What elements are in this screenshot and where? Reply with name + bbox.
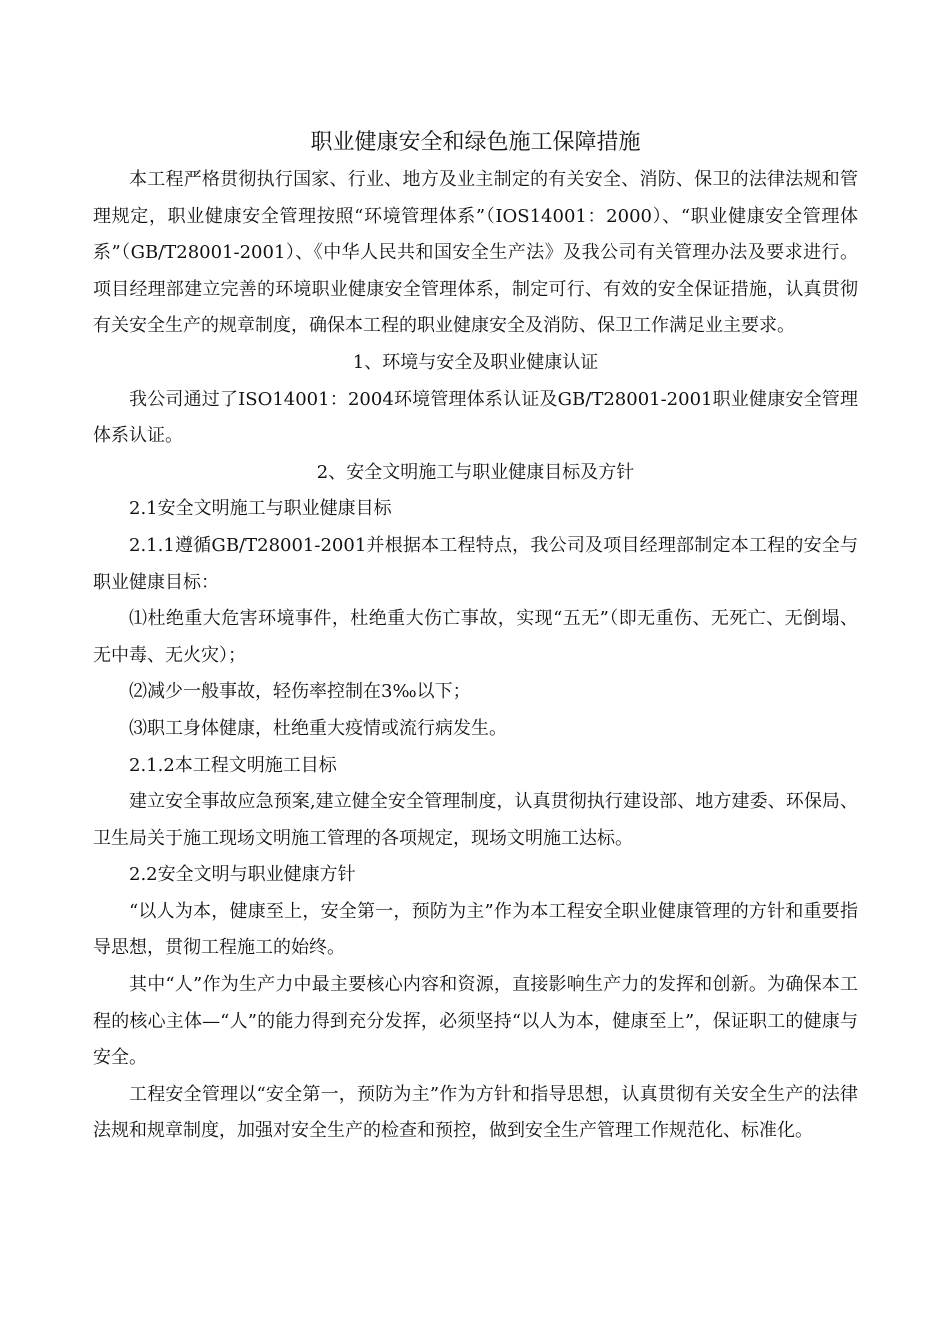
civilized-construction-paragraph: 建立安全事故应急预案,建立健全安全管理制度，认真贯彻执行建设部、地方建委、环保局、卫生局关于施工现场文明施工管理的各项规定，现场文明施工达标。	[93, 791, 858, 849]
subsection-2-1-2-heading: 2.1.2本工程文明施工目标	[129, 754, 337, 776]
subsection-2-1-1-paragraph: 2.1.1遵循GB/T28001-2001并根据本工程特点，我公司及项目经理部制定本工程的安全与职业健康目标：	[93, 534, 858, 593]
goal-item-3: ⑶职工身体健康，杜绝重大疫情或流行病发生。	[129, 717, 507, 739]
section-heading-2: 2、安全文明施工与职业健康目标及方针	[316, 461, 635, 483]
safety-management-paragraph: 工程安全管理以“安全第一，预防为主”作为方针和指导思想，认真贯彻有关安全生产的法律法规和规章制度，加强对安全生产的检查和预控，做到安全生产管理工作规范化、标准化。	[93, 1083, 858, 1142]
subsection-2-1-heading: 2.1安全文明施工与职业健康目标	[129, 498, 392, 520]
goal-item-2: ⑵减少一般事故，轻伤率控制在3‰以下；	[129, 681, 471, 703]
document-title: 职业健康安全和绿色施工保障措施	[310, 130, 641, 155]
people-paragraph: 其中“人”作为生产力中最主要核心内容和资源，直接影响生产力的发挥和创新。为确保本工程的核心主体—“人”的能力得到充分发挥，必须坚持“以人为本，健康至上”，保证职工的健康与安全。	[93, 974, 858, 1069]
policy-paragraph: “以人为本，健康至上，安全第一，预防为主”作为本工程安全职业健康管理的方针和重要指导思想，贯彻工程施工的始终。	[93, 900, 858, 959]
subsection-2-2-heading: 2.2安全文明与职业健康方针	[129, 864, 356, 886]
intro-paragraph: 本工程严格贯彻执行国家、行业、地方及业主制定的有关安全、消防、保卫的法律法规和管理规定，职业健康安全管理按照“环境管理体系”（IOS14001：2000）、“职业健康安全管理体系”（GB/T28001-2001）、《中华人民共和国安全生产法》及我公司有关管理办法及要求进行。项目经理部建立完善的环境职业健康安全管理体系，制定可行、有效的安全保证措施，认真贯彻有关安全生产的规章制度，确保本工程的职业健康安全及消防、保卫工作满足业主要求。	[93, 169, 858, 337]
certification-paragraph: 我公司通过了ISO14001：2004环境管理体系认证及GB/T28001-2001职业健康安全管理体系认证。	[93, 388, 858, 447]
goal-item-1: ⑴杜绝重大危害环境事件，杜绝重大伤亡事故，实现“五无”（即无重伤、无死亡、无倒塌、无中毒、无火灾）；	[93, 608, 858, 666]
section-heading-1: 1、环境与安全及职业健康认证	[352, 351, 599, 373]
